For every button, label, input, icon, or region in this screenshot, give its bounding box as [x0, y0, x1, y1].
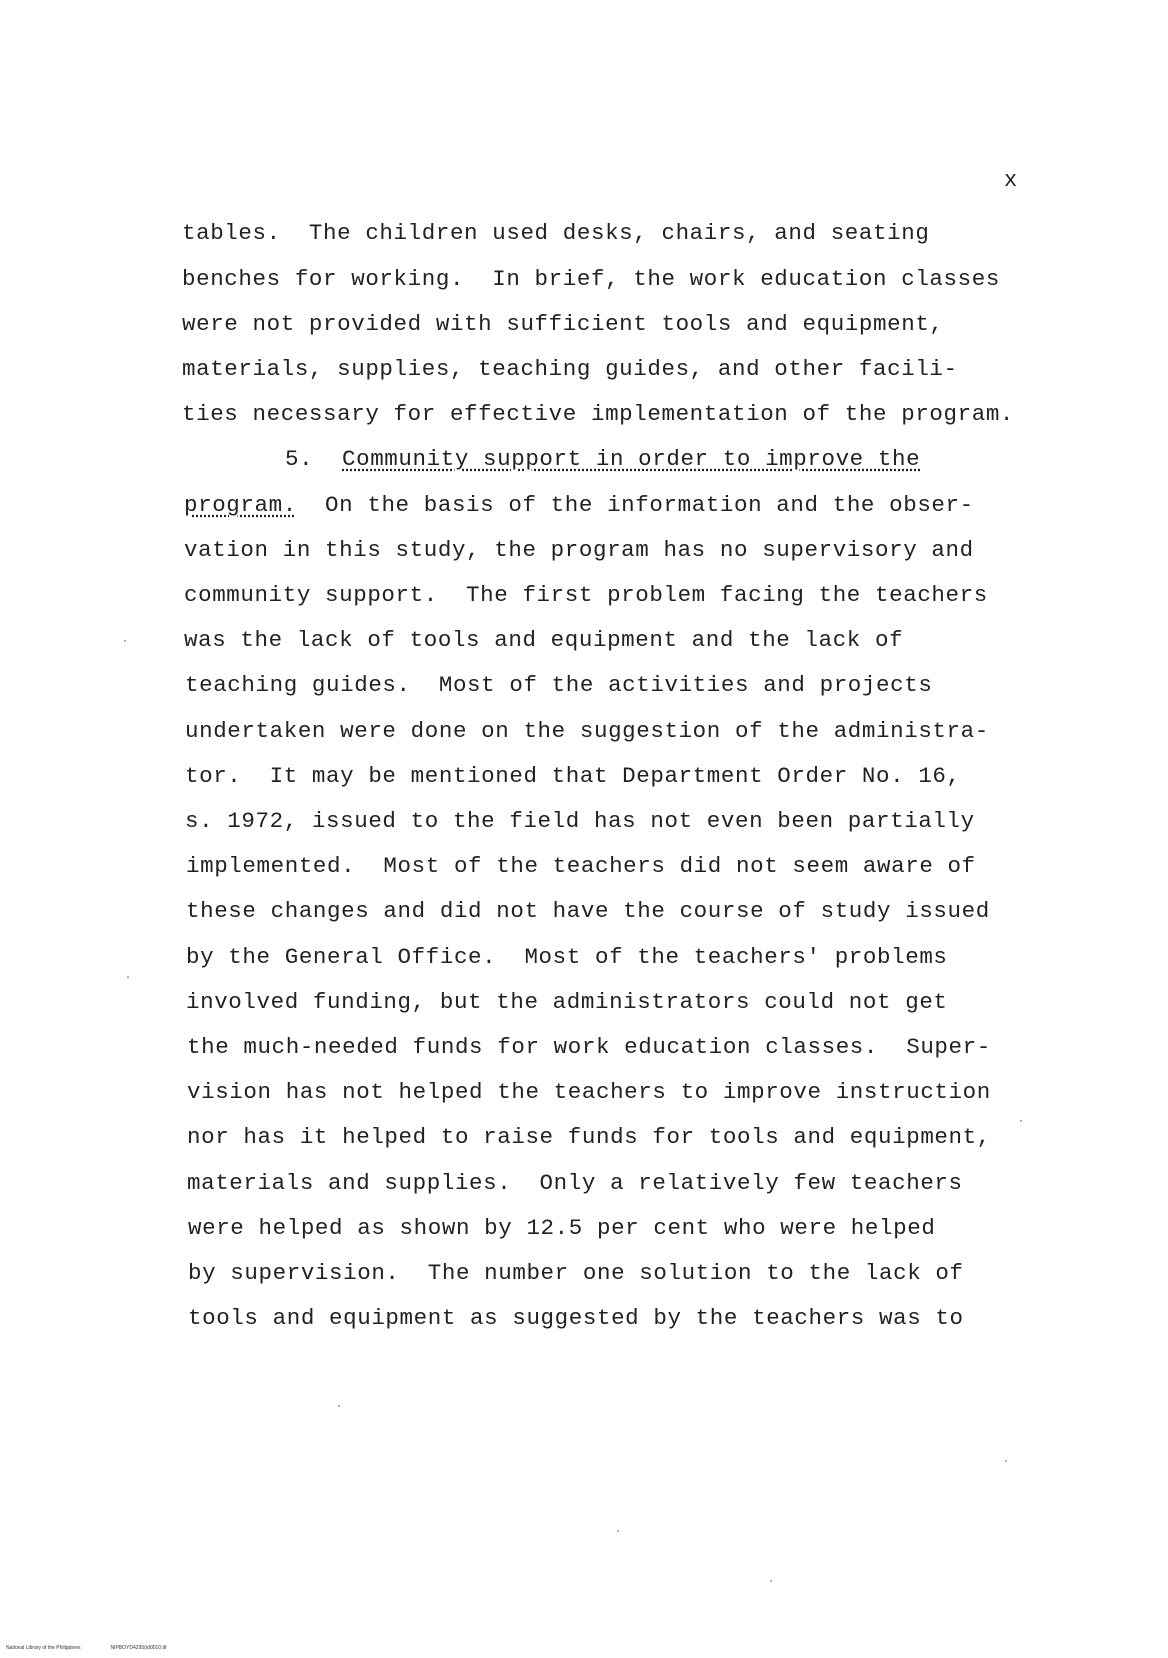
text-line: s. 1972, issued to the field has not even been partially	[185, 808, 975, 834]
text-line: the much-needed funds for work education classes. Super-	[187, 1034, 991, 1060]
text-line: were not provided with sufficient tools and equipment,	[182, 311, 944, 337]
scan-speck	[1005, 1460, 1007, 1462]
text-line: tables. The children used desks, chairs, and seating	[182, 220, 930, 246]
scan-speck	[338, 1405, 340, 1407]
text-line: materials and supplies. Only a relatively few teachers	[187, 1170, 963, 1196]
section-heading: Community support in order to improve the	[342, 446, 921, 472]
text-line: involved funding, but the administrators could not get	[186, 989, 948, 1015]
text-line: implemented. Most of the teachers did not seem aware of	[186, 853, 976, 879]
scan-speck	[1020, 1120, 1022, 1122]
scan-speck	[127, 976, 129, 978]
text-line: undertaken were done on the suggestion of the administra-	[185, 718, 989, 744]
section-heading-cont: program.	[184, 492, 297, 518]
scan-speck	[770, 1580, 772, 1582]
footer-library: National Library of the Philippines	[6, 1645, 81, 1651]
text-line: were helped as shown by 12.5 per cent who were helped	[188, 1215, 936, 1241]
text-line: ties necessary for effective implementation of the program.	[182, 401, 1015, 427]
scan-speck	[617, 1530, 619, 1532]
text-line-tail: On the basis of the information and the obser-	[296, 492, 974, 518]
scan-footer	[6, 1645, 196, 1651]
item-number: 5.	[285, 446, 314, 472]
text-line: these changes and did not have the course of study issued	[186, 898, 990, 924]
text-line: by supervision. The number one solution to the lack of	[188, 1260, 964, 1286]
text-line: tools and equipment as suggested by the teachers was to	[188, 1305, 964, 1331]
text-line: nor has it helped to raise funds for tools and equipment,	[187, 1124, 991, 1150]
text-line: tor. It may be mentioned that Department Order No. 16,	[185, 763, 961, 789]
page-number: x	[1004, 168, 1019, 193]
text-line: vision has not helped the teachers to improve instruction	[187, 1079, 991, 1105]
text-line: was the lack of tools and equipment and the lack of	[184, 627, 904, 653]
text-line: vation in this study, the program has no supervisory and	[184, 537, 974, 563]
footer-file: NIPBOYD4295(td0010.tif	[110, 1645, 167, 1651]
text-line: materials, supplies, teaching guides, and other facili-	[182, 356, 958, 382]
text-line: community support. The first problem facing the teachers	[184, 582, 988, 608]
text-line: benches for working. In brief, the work education classes	[182, 266, 1000, 292]
scan-speck	[124, 640, 126, 642]
text-line	[184, 490, 974, 520]
text-line: by the General Office. Most of the teachers' problems	[186, 944, 948, 970]
text-line: teaching guides. Most of the activities and projects	[185, 672, 933, 698]
